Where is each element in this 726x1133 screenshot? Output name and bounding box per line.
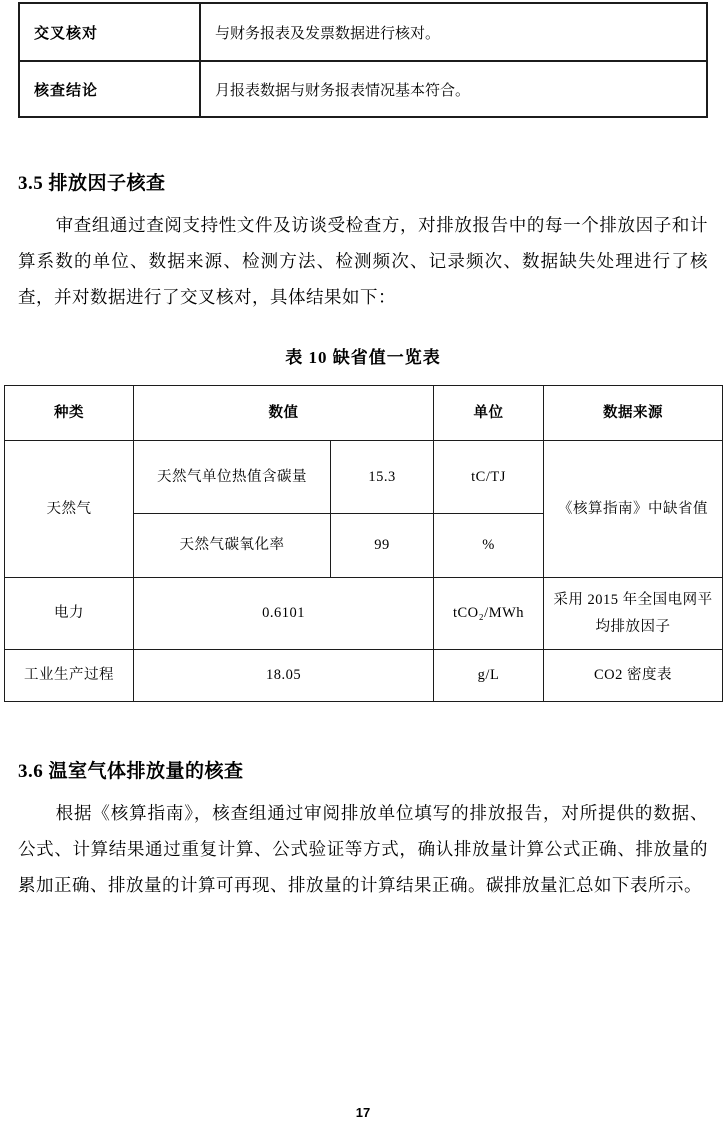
header-value: 数值	[134, 386, 434, 441]
header-unit: 单位	[434, 386, 544, 441]
cell-value-industrial-process: 18.05	[134, 650, 434, 702]
cell-unit-industrial-process: g/L	[434, 650, 544, 702]
section-heading-3-5: 3.5 排放因子核查	[18, 173, 166, 194]
row-label-cross-check: 交叉核对	[19, 3, 200, 61]
table-row	[19, 61, 707, 117]
cell-name-carbon-content: 天然气单位热值含碳量	[134, 441, 331, 514]
cell-source-industrial-process: CO2 密度表	[544, 650, 723, 702]
table-row-natural-gas-1	[5, 441, 723, 514]
page-number: 17	[355, 1105, 371, 1120]
cell-category-natural-gas: 天然气	[5, 441, 134, 578]
cell-name-oxidation-rate: 天然气碳氧化率	[134, 514, 331, 578]
cell-unit-electricity: tCO₂/MWh	[434, 578, 544, 650]
section-3-6-paragraph: 根据《核算指南》，核查组通过审阅排放单位填写的排放报告，对所提供的数据、公式、计算结果通过重复计算、公式验证等方式，确认排放量计算公式正确、排放量的累加正确、排放量的计算可再现、排放量的计算结果正确。碳排放量汇总如下表所示。	[18, 803, 708, 895]
header-source: 数据来源	[544, 386, 723, 441]
section-3-5-paragraph: 审查组通过查阅支持性文件及访谈受检查方，对排放报告中的每一个排放因子和计算系数的单位、数据来源、检测方法、检测频次、记录频次、数据缺失处理进行了核查，并对数据进行了交叉核对，具体结果如下：	[18, 215, 708, 307]
table-10-title: 表 10 缺省值一览表	[285, 348, 441, 367]
cell-unit-oxidation-rate: %	[434, 514, 544, 578]
cross-check-conclusion-table	[18, 2, 708, 118]
cell-source-electricity: 采用 2015 年全国电网平均排放因子	[544, 578, 723, 650]
table-header-row	[5, 386, 723, 441]
row-content-conclusion: 月报表数据与财务报表情况基本符合。	[200, 61, 707, 117]
table-row	[19, 3, 707, 61]
row-content-cross-check: 与财务报表及发票数据进行核对。	[200, 3, 707, 61]
table-row-industrial-process	[5, 650, 723, 702]
cell-source-natural-gas: 《核算指南》中缺省值	[544, 441, 723, 578]
cell-category-industrial-process: 工业生产过程	[5, 650, 134, 702]
section-heading-3-6: 3.6 温室气体排放量的核查	[18, 761, 244, 782]
row-label-conclusion: 核查结论	[19, 61, 200, 117]
cell-value-carbon-content: 15.3	[331, 441, 434, 514]
table-row-electricity	[5, 578, 723, 650]
cell-value-oxidation-rate: 99	[331, 514, 434, 578]
cell-category-electricity: 电力	[5, 578, 134, 650]
header-category: 种类	[5, 386, 134, 441]
cell-value-electricity: 0.6101	[134, 578, 434, 650]
cell-unit-carbon-content: tC/TJ	[434, 441, 544, 514]
default-values-table	[4, 385, 723, 702]
